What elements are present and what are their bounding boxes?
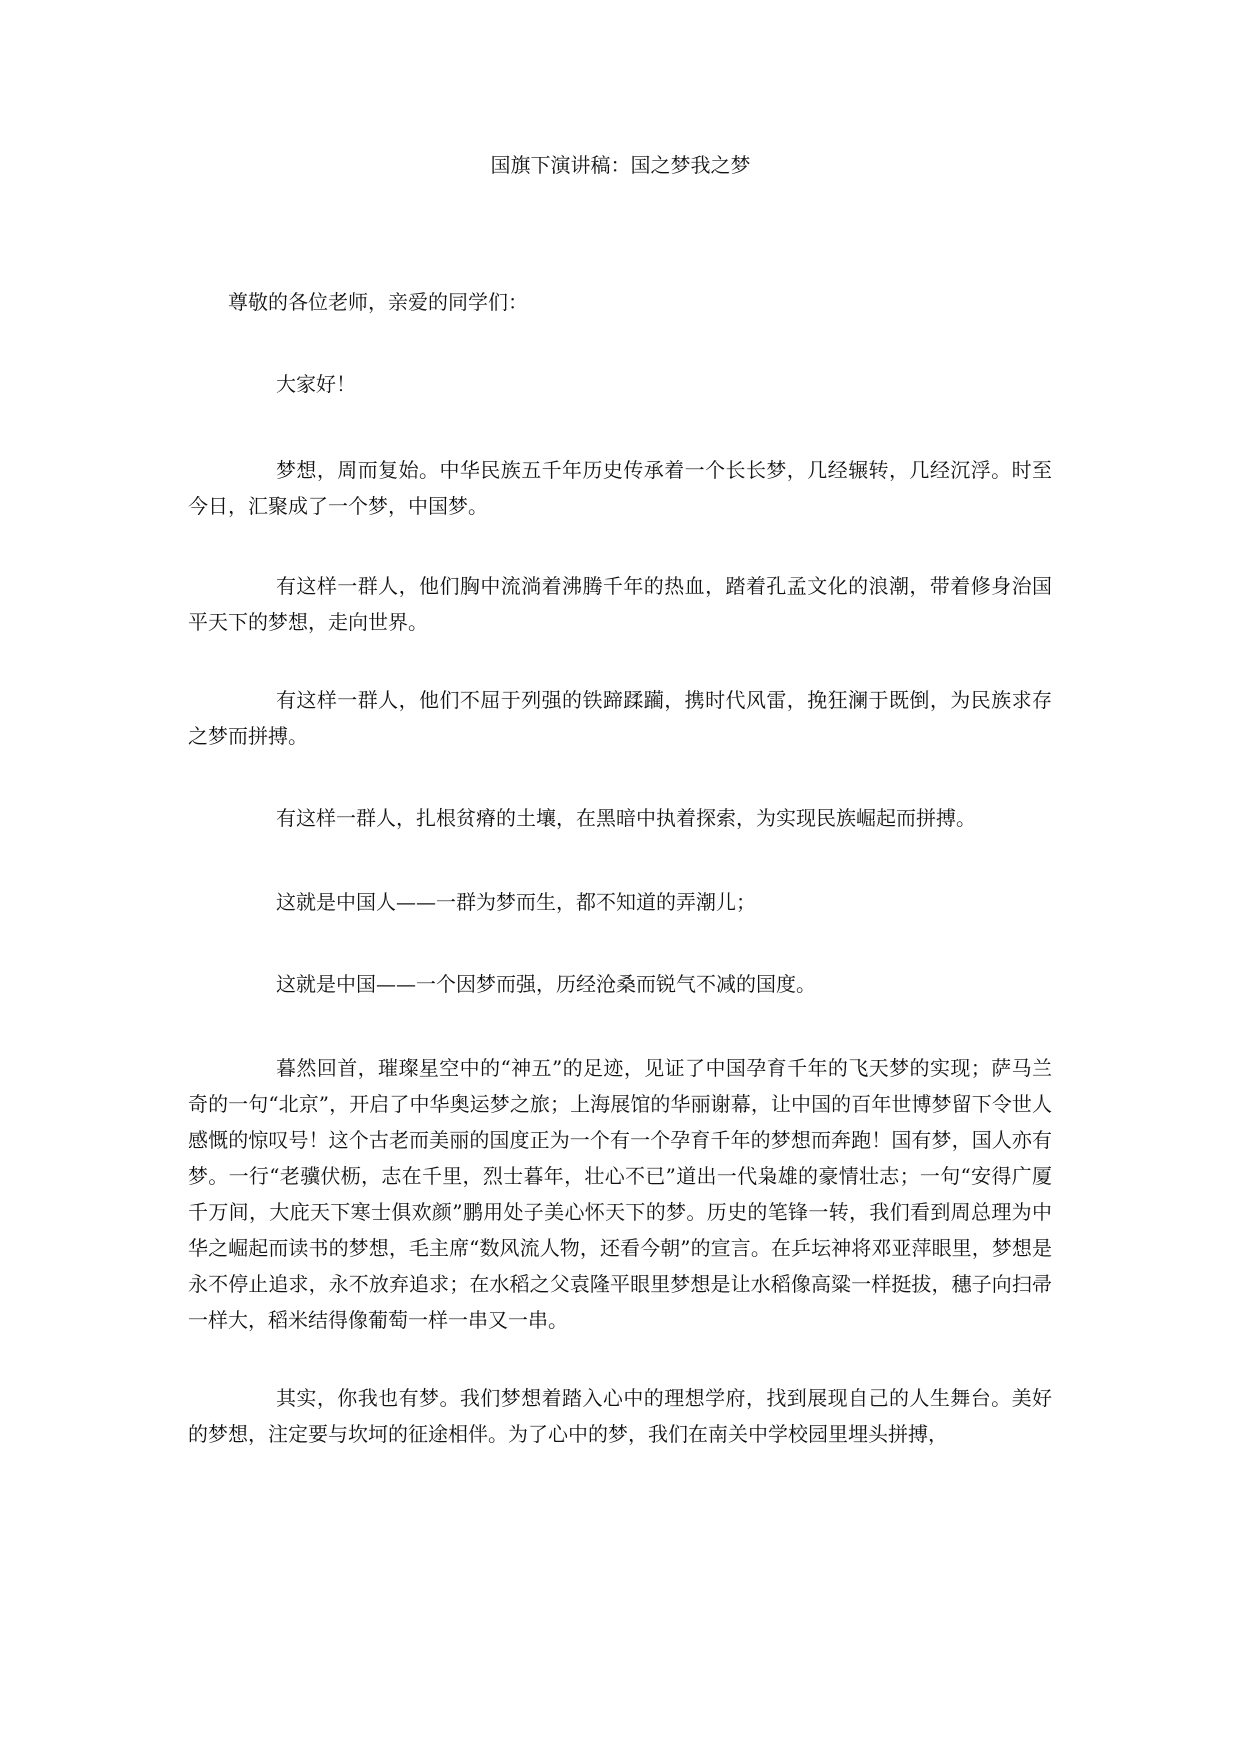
paragraph-looking-back: 暮然回首，璀璨星空中的“神五”的足迹，见证了中国孕育千年的飞天梦的实现；萨马兰奇的一句“北京”，开启了中华奥运梦之旅；上海展馆的华丽谢幕，让中国的百年世博梦留下令世人感慨的惊叹号！这个古老而美丽的国度正为一个有一个孕育千年的梦想而奔跑！国有梦，国人亦有梦。一行“老骥伏枥，志在千里，烈士暮年，壮心不已”道出一代枭雄的豪情壮志；一句“安得广厦千万间，大庇天下寒士俱欢颜”鹏用处子美心怀天下的梦。历史的笔锋一转，我们看到周总理为中华之崛起而读书的梦想，毛主席“数风流人物，还看今朝”的宣言。在乒坛神将邓亚萍眼里，梦想是永不停止追求，永不放弃追求；在水稻之父袁隆平眼里梦想是让水稻像高粱一样挺拔，穗子向扫帚一样大，稻米结得像葡萄一样一串又一串。 [188, 1056, 1052, 1332]
paragraph-group-3: 有这样一群人，扎根贫瘠的土壤，在黑暗中执着探索，为实现民族崛起而拼搏。 [276, 806, 976, 830]
paragraph-our-dreams: 其实，你我也有梦。我们梦想着踏入心中的理想学府，找到展现自己的人生舞台。美好的梦想，注定要与坎坷的征途相伴。为了心中的梦，我们在南关中学校园里埋头拼搏， [188, 1386, 1052, 1446]
paragraph-chinese-people: 这就是中国人——一群为梦而生，都不知道的弄潮儿； [276, 890, 756, 914]
paragraph-greeting: 大家好！ [276, 372, 356, 396]
document-title: 国旗下演讲稿：国之梦我之梦 [490, 153, 751, 177]
paragraph-dream-intro: 梦想，周而复始。中华民族五千年历史传承着一个长长梦，几经辗转，几经沉浮。时至今日，汇聚成了一个梦，中国梦。 [188, 458, 1052, 518]
salutation: 尊敬的各位老师，亲爱的同学们： [228, 290, 528, 314]
paragraph-group-1: 有这样一群人，他们胸中流淌着沸腾千年的热血，踏着孔孟文化的浪潮，带着修身治国平天下的梦想，走向世界。 [188, 574, 1052, 634]
paragraph-china: 这就是中国——一个因梦而强，历经沧桑而锐气不减的国度。 [276, 972, 816, 996]
paragraph-group-2: 有这样一群人，他们不屈于列强的铁蹄蹂躏，携时代风雷，挽狂澜于既倒，为民族求存之梦而拼搏。 [188, 688, 1052, 748]
